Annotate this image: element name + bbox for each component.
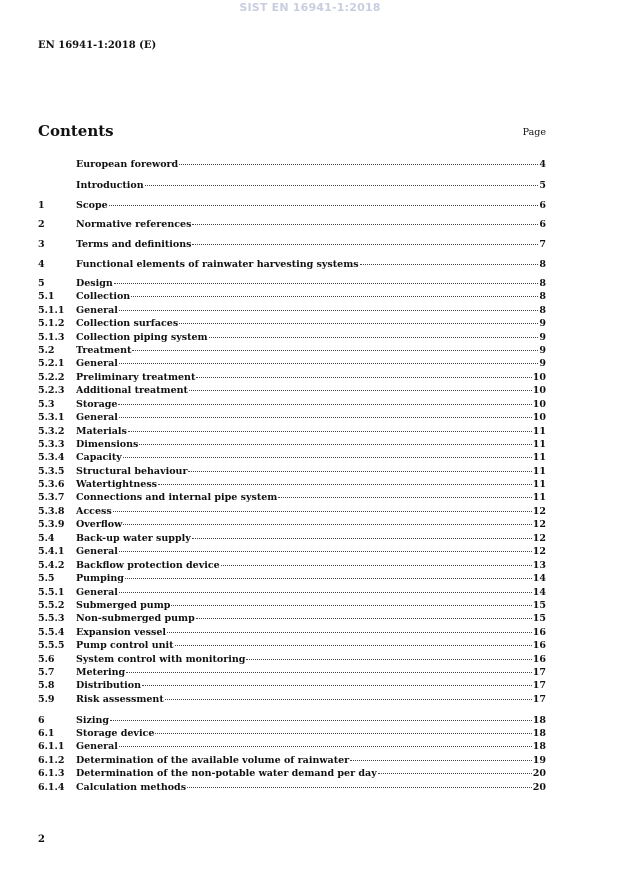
toc-entry-page: 11	[532, 439, 546, 450]
toc-dot-leader	[192, 529, 532, 539]
toc-dot-leader	[119, 542, 532, 552]
toc-entry-title: Design	[76, 278, 113, 289]
toc-entry-page: 10	[532, 412, 546, 423]
toc-dot-leader	[192, 215, 538, 225]
toc-entry-title: Storage device	[76, 728, 155, 739]
toc-entry-page: 20	[532, 768, 546, 779]
toc-entry-page: 11	[532, 452, 546, 463]
toc-entry-title: Preliminary treatment	[76, 372, 196, 383]
toc-entry-title: General	[76, 305, 118, 316]
toc-entry-number: 1	[38, 200, 45, 211]
toc-entry-number: 5.8	[38, 680, 55, 691]
toc-entry-title: System control with monitoring	[76, 654, 246, 665]
toc-entry-page: 18	[532, 728, 546, 739]
toc-dot-leader	[125, 569, 532, 579]
toc-entry-number: 5.1.2	[38, 318, 65, 329]
toc-entry-title: Storage	[76, 399, 118, 410]
toc-entry-title: Scope	[76, 200, 108, 211]
toc-dot-leader	[119, 301, 538, 311]
toc-entry-page: 14	[532, 587, 546, 598]
toc-dot-leader	[142, 676, 532, 686]
toc-dot-leader	[192, 235, 538, 245]
toc-dot-leader	[175, 636, 532, 646]
toc-entry-number: 3	[38, 239, 45, 250]
toc-entry-number: 6	[38, 715, 45, 726]
toc-dot-leader	[188, 462, 531, 472]
toc-dot-leader	[167, 623, 532, 633]
toc-entry-number: 5.1	[38, 291, 55, 302]
toc-entry-number: 5.9	[38, 694, 55, 705]
page-column-label: Page	[522, 127, 546, 138]
toc-entry-number: 5.3.5	[38, 466, 65, 477]
toc-dot-leader	[139, 435, 531, 445]
toc-entry-page: 14	[532, 573, 546, 584]
toc-entry-number: 5.3.2	[38, 426, 65, 437]
toc-entry-title: Overflow	[76, 519, 123, 530]
toc-entry-title: Normative references	[76, 219, 192, 230]
toc-dot-leader	[360, 255, 539, 265]
toc-dot-leader	[196, 609, 532, 619]
toc-entry-title: General	[76, 412, 118, 423]
toc-entry-page: 10	[532, 372, 546, 383]
toc-entry[interactable]	[38, 157, 546, 170]
toc-entry-number: 6.1.4	[38, 782, 65, 793]
toc-entry-title: Introduction	[76, 180, 144, 191]
toc-entry-title: Sizing	[76, 715, 110, 726]
toc-entry-page: 7	[539, 239, 546, 250]
toc-entry-number: 5.2.3	[38, 385, 65, 396]
toc-dot-leader	[118, 395, 531, 405]
toc-entry-number: 5	[38, 278, 45, 289]
toc-entry-page: 17	[532, 667, 546, 678]
toc-dot-leader	[221, 556, 532, 566]
toc-entry-number: 6.1.3	[38, 768, 65, 779]
toc-dot-leader	[131, 287, 538, 297]
toc-dot-leader	[132, 341, 538, 351]
toc-entry-number: 6.1.1	[38, 741, 65, 752]
toc-entry-title: Terms and definitions	[76, 239, 192, 250]
toc-entry-number: 5.5.5	[38, 640, 65, 651]
toc-entry-number: 5.2.1	[38, 358, 65, 369]
toc-entry-title: Determination of the non-potable water demand per day	[76, 768, 377, 779]
toc-entry-page: 16	[532, 654, 546, 665]
toc-entry-page: 9	[539, 345, 546, 356]
toc-entry[interactable]	[38, 237, 546, 250]
toc-entry-number: 6.1.2	[38, 755, 65, 766]
toc-entry-page: 8	[539, 305, 546, 316]
toc-dot-leader	[119, 408, 532, 418]
toc-dot-leader	[187, 778, 532, 788]
toc-entry-title: General	[76, 741, 118, 752]
toc-dot-leader	[123, 448, 532, 458]
toc-entry-number: 5.1.1	[38, 305, 65, 316]
toc-entry-number: 5.3.6	[38, 479, 65, 490]
toc-dot-leader	[171, 596, 531, 606]
toc-dot-leader	[179, 155, 538, 165]
toc-entry-page: 11	[532, 466, 546, 477]
toc-dot-leader	[179, 314, 538, 324]
toc-entry-title: Materials	[76, 426, 127, 437]
toc-entry-page: 12	[532, 506, 546, 517]
toc-entry-page: 16	[532, 627, 546, 638]
toc-entry-page: 4	[539, 159, 546, 170]
toc-entry-title: Collection	[76, 291, 131, 302]
toc-entry-title: Collection surfaces	[76, 318, 179, 329]
toc-entry-number: 5.5.4	[38, 627, 65, 638]
toc-dot-leader	[209, 328, 539, 338]
toc-entry-page: 12	[532, 519, 546, 530]
toc-entry-page: 8	[539, 278, 546, 289]
toc-dot-leader	[196, 368, 531, 378]
toc-entry-page: 18	[532, 715, 546, 726]
toc-entry-title: Non-submerged pump	[76, 613, 195, 624]
toc-entry-title: General	[76, 358, 118, 369]
toc-entry-page: 18	[532, 741, 546, 752]
toc-entry-title: Treatment	[76, 345, 132, 356]
toc-dot-leader	[378, 764, 532, 774]
toc-entry-title: Dimensions	[76, 439, 139, 450]
toc-entry-page: 6	[539, 219, 546, 230]
toc-entry-number: 5.3.9	[38, 519, 65, 530]
toc-entry-page: 12	[532, 546, 546, 557]
toc-dot-leader	[246, 650, 531, 660]
toc-dot-leader	[119, 583, 532, 593]
toc-entry-page: 17	[532, 694, 546, 705]
toc-entry-title: Watertightness	[76, 479, 158, 490]
toc-entry-page: 6	[539, 200, 546, 211]
toc-entry-title: Additional treatment	[76, 385, 188, 396]
toc-entry-page: 17	[532, 680, 546, 691]
toc-entry-number: 5.7	[38, 667, 55, 678]
toc-dot-leader	[109, 196, 539, 206]
toc-entry[interactable]	[38, 257, 546, 270]
toc-entry-title: European foreword	[76, 159, 179, 170]
toc-entry-title: Calculation methods	[76, 782, 187, 793]
toc-entry-title: Functional elements of rainwater harvesting systems	[76, 259, 359, 270]
toc-dot-leader	[114, 274, 539, 284]
toc-entry-number: 5.4	[38, 533, 55, 544]
toc-entry-number: 2	[38, 219, 45, 230]
toc-dot-leader	[158, 475, 532, 485]
toc-entry-page: 8	[539, 259, 546, 270]
toc-dot-leader	[155, 724, 531, 734]
toc-entry-number: 5.3.7	[38, 492, 65, 503]
document-id: EN 16941-1:2018 (E)	[38, 40, 157, 51]
toc-entry-page: 9	[539, 358, 546, 369]
toc-entry-page: 9	[539, 318, 546, 329]
toc-entry[interactable]	[38, 178, 546, 191]
toc-entry-title: Pumping	[76, 573, 124, 584]
toc-entry-number: 5.1.3	[38, 332, 65, 343]
toc-entry[interactable]	[38, 692, 546, 705]
toc-entry-number: 6.1	[38, 728, 55, 739]
toc-entry-page: 11	[532, 492, 546, 503]
toc-entry-title: Submerged pump	[76, 600, 171, 611]
toc-dot-leader	[278, 488, 531, 498]
toc-entry-page: 8	[539, 291, 546, 302]
toc-entry-title: Access	[76, 506, 112, 517]
toc-dot-leader	[128, 422, 532, 432]
toc-entry-title: Distribution	[76, 680, 141, 691]
toc-dot-leader	[350, 751, 532, 761]
toc-entry-title: General	[76, 546, 118, 557]
toc-dot-leader	[113, 502, 532, 512]
toc-entry-title: Backflow protection device	[76, 560, 220, 571]
toc-dot-leader	[126, 663, 532, 673]
toc-entry-page: 19	[532, 755, 546, 766]
watermark: SIST EN 16941-1:2018	[239, 1, 381, 14]
toc-entry-page: 15	[532, 600, 546, 611]
toc-entry-page: 10	[532, 399, 546, 410]
toc-entry-page: 11	[532, 479, 546, 490]
toc-entry-page: 12	[532, 533, 546, 544]
toc-entry[interactable]	[38, 217, 546, 230]
toc-entry-page: 15	[532, 613, 546, 624]
toc-entry-page: 9	[539, 332, 546, 343]
toc-entry-title: Expansion vessel	[76, 627, 167, 638]
toc-entry-number: 5.4.1	[38, 546, 65, 557]
toc-entry-number: 5.3.1	[38, 412, 65, 423]
toc-entry[interactable]	[38, 198, 546, 211]
toc-entry-number: 5.4.2	[38, 560, 65, 571]
toc-entry-number: 5.3	[38, 399, 55, 410]
toc-entry-title: Connections and internal pipe system	[76, 492, 278, 503]
toc-entry-number: 5.5.3	[38, 613, 65, 624]
toc-entry-number: 5.5.2	[38, 600, 65, 611]
toc-entry-title: Determination of the available volume of rainwater	[76, 755, 350, 766]
toc-entry-page: 10	[532, 385, 546, 396]
toc-entry[interactable]	[38, 780, 546, 793]
toc-dot-leader	[145, 176, 539, 186]
toc-entry-title: Capacity	[76, 452, 122, 463]
toc-dot-leader	[110, 711, 532, 721]
toc-dot-leader	[119, 737, 532, 747]
toc-entry-page: 5	[539, 180, 546, 191]
toc-entry-number: 5.2.2	[38, 372, 65, 383]
toc-entry-number: 5.3.4	[38, 452, 65, 463]
toc-entry-title: Back-up water supply	[76, 533, 191, 544]
toc-dot-leader	[189, 381, 532, 391]
toc-entry-title: Metering	[76, 667, 126, 678]
page-number: 2	[38, 834, 45, 845]
toc-entry-title: Pump control unit	[76, 640, 174, 651]
toc-entry-title: Risk assessment	[76, 694, 164, 705]
toc-entry-number: 5.5.1	[38, 587, 65, 598]
contents-title: Contents	[38, 122, 114, 140]
toc-entry-title: Structural behaviour	[76, 466, 188, 477]
toc-dot-leader	[165, 690, 532, 700]
toc-entry-number: 5.2	[38, 345, 55, 356]
toc-entry-number: 5.3.8	[38, 506, 65, 517]
toc-entry-page: 11	[532, 426, 546, 437]
toc-entry-number: 5.6	[38, 654, 55, 665]
toc-entry-page: 16	[532, 640, 546, 651]
toc-entry-page: 13	[532, 560, 546, 571]
toc-entry-number: 4	[38, 259, 45, 270]
toc-entry-page: 20	[532, 782, 546, 793]
toc-entry-number: 5.5	[38, 573, 55, 584]
toc-dot-leader	[119, 354, 538, 364]
toc-entry-number: 5.3.3	[38, 439, 65, 450]
toc-dot-leader	[123, 515, 531, 525]
toc-entry-title: Collection piping system	[76, 332, 208, 343]
toc-entry-title: General	[76, 587, 118, 598]
